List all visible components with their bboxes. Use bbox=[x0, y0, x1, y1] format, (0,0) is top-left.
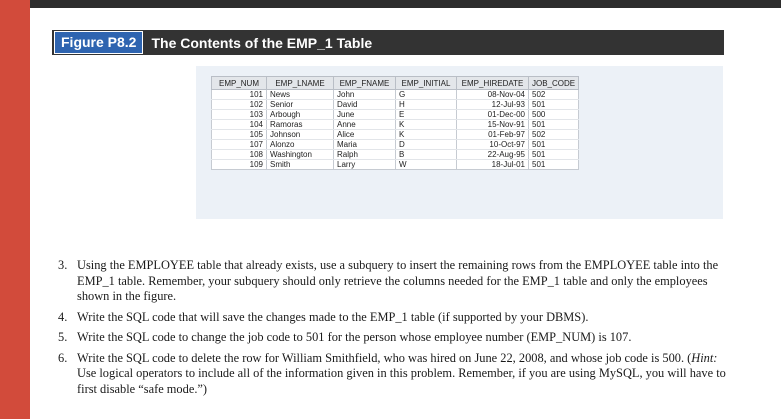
figure-label: Figure P8.2 bbox=[54, 31, 143, 54]
table-cell: Smith bbox=[267, 160, 334, 170]
table-cell: D bbox=[396, 140, 457, 150]
table-cell: John bbox=[334, 90, 396, 100]
table-cell: Anne bbox=[334, 120, 396, 130]
table-cell: 01-Feb-97 bbox=[457, 130, 529, 140]
table-cell: Arbough bbox=[267, 110, 334, 120]
hint-label: Hint: bbox=[691, 350, 718, 365]
table-cell: Washington bbox=[267, 150, 334, 160]
table-row bbox=[212, 110, 579, 120]
table-cell: B bbox=[396, 150, 457, 160]
question-item bbox=[58, 310, 730, 326]
table-cell: 501 bbox=[529, 150, 579, 160]
table-row bbox=[212, 150, 579, 160]
table-cell: K bbox=[396, 130, 457, 140]
table-cell: Johnson bbox=[267, 130, 334, 140]
question-text: Using the EMPLOYEE table that already exists, use a subquery to insert the remaining rows from the EMPLOYEE table into the EMP_1 table. Remember, your subquery should only retrieve the columns needed for the EMP_1 table and only the employees shown in the figure. bbox=[77, 258, 719, 303]
table-cell: 01-Dec-00 bbox=[457, 110, 529, 120]
column-header: EMP_HIREDATE bbox=[457, 77, 529, 90]
table-row bbox=[212, 90, 579, 100]
table-cell: 108 bbox=[212, 150, 267, 160]
question-item bbox=[58, 351, 730, 398]
table-header-row bbox=[212, 77, 579, 90]
table-cell: 502 bbox=[529, 90, 579, 100]
table-cell: 501 bbox=[529, 120, 579, 130]
table-cell: 10-Oct-97 bbox=[457, 140, 529, 150]
table-cell: 101 bbox=[212, 90, 267, 100]
question-item bbox=[58, 258, 730, 305]
table-cell: Ramoras bbox=[267, 120, 334, 130]
chapter-color-bar bbox=[0, 0, 30, 419]
question-number: 5. bbox=[58, 330, 68, 344]
figure-header bbox=[52, 30, 724, 55]
table-cell: W bbox=[396, 160, 457, 170]
table-cell: Maria bbox=[334, 140, 396, 150]
question-text: Write the SQL code that will save the changes made to the EMP_1 table (if supported by your DBMS). bbox=[77, 309, 589, 324]
table-cell: 18-Jul-01 bbox=[457, 160, 529, 170]
question-text: Write the SQL code to change the job code to 501 for the person whose employee number (EMP_NUM) is 107. bbox=[77, 330, 632, 344]
table-cell: 12-Jul-93 bbox=[457, 100, 529, 110]
table-cell: Larry bbox=[334, 160, 396, 170]
table-row bbox=[212, 140, 579, 150]
table-cell: 103 bbox=[212, 110, 267, 120]
question-list bbox=[58, 258, 730, 402]
question-text-after-hint: Use logical operators to include all of the information given in this problem. Remember, if you are using MySQL, you will have to first disable “safe mode.”) bbox=[77, 366, 726, 396]
table-cell: 501 bbox=[529, 100, 579, 110]
table-cell: 107 bbox=[212, 140, 267, 150]
table-cell: 500 bbox=[529, 110, 579, 120]
column-header: EMP_INITIAL bbox=[396, 77, 457, 90]
table-cell: Alonzo bbox=[267, 140, 334, 150]
table-cell: 502 bbox=[529, 130, 579, 140]
column-header: EMP_LNAME bbox=[267, 77, 334, 90]
top-strip bbox=[0, 0, 781, 8]
table-cell: June bbox=[334, 110, 396, 120]
table-cell: Alice bbox=[334, 130, 396, 140]
table-cell: Senior bbox=[267, 100, 334, 110]
table-cell: E bbox=[396, 110, 457, 120]
table-cell: 501 bbox=[529, 140, 579, 150]
question-number: 3. bbox=[58, 258, 68, 272]
question-number: 6. bbox=[58, 350, 68, 365]
table-cell: David bbox=[334, 100, 396, 110]
table-cell: 105 bbox=[212, 130, 267, 140]
table-row bbox=[212, 130, 579, 140]
table-row bbox=[212, 120, 579, 130]
table-cell: 102 bbox=[212, 100, 267, 110]
figure-title: The Contents of the EMP_1 Table bbox=[151, 34, 373, 51]
table-row bbox=[212, 160, 579, 170]
table-cell: H bbox=[396, 100, 457, 110]
column-header: EMP_NUM bbox=[212, 77, 267, 90]
column-header: JOB_CODE bbox=[529, 77, 579, 90]
table-cell: 15-Nov-91 bbox=[457, 120, 529, 130]
table-cell: News bbox=[267, 90, 334, 100]
table-cell: Ralph bbox=[334, 150, 396, 160]
table-cell: 109 bbox=[212, 160, 267, 170]
table-cell: 22-Aug-95 bbox=[457, 150, 529, 160]
table-cell: 501 bbox=[529, 160, 579, 170]
emp-1-table bbox=[211, 76, 579, 170]
question-text-before-hint: Write the SQL code to delete the row for William Smithfield, who was hired on June 22, 2008, and whose job code is 500. ( bbox=[77, 350, 692, 365]
table-cell: 08-Nov-04 bbox=[457, 90, 529, 100]
question-number: 4. bbox=[58, 309, 68, 324]
table-cell: K bbox=[396, 120, 457, 130]
column-header: EMP_FNAME bbox=[334, 77, 396, 90]
table-cell: G bbox=[396, 90, 457, 100]
table-row bbox=[212, 100, 579, 110]
table-cell: 104 bbox=[212, 120, 267, 130]
question-item bbox=[58, 330, 730, 346]
table-panel bbox=[196, 66, 723, 219]
